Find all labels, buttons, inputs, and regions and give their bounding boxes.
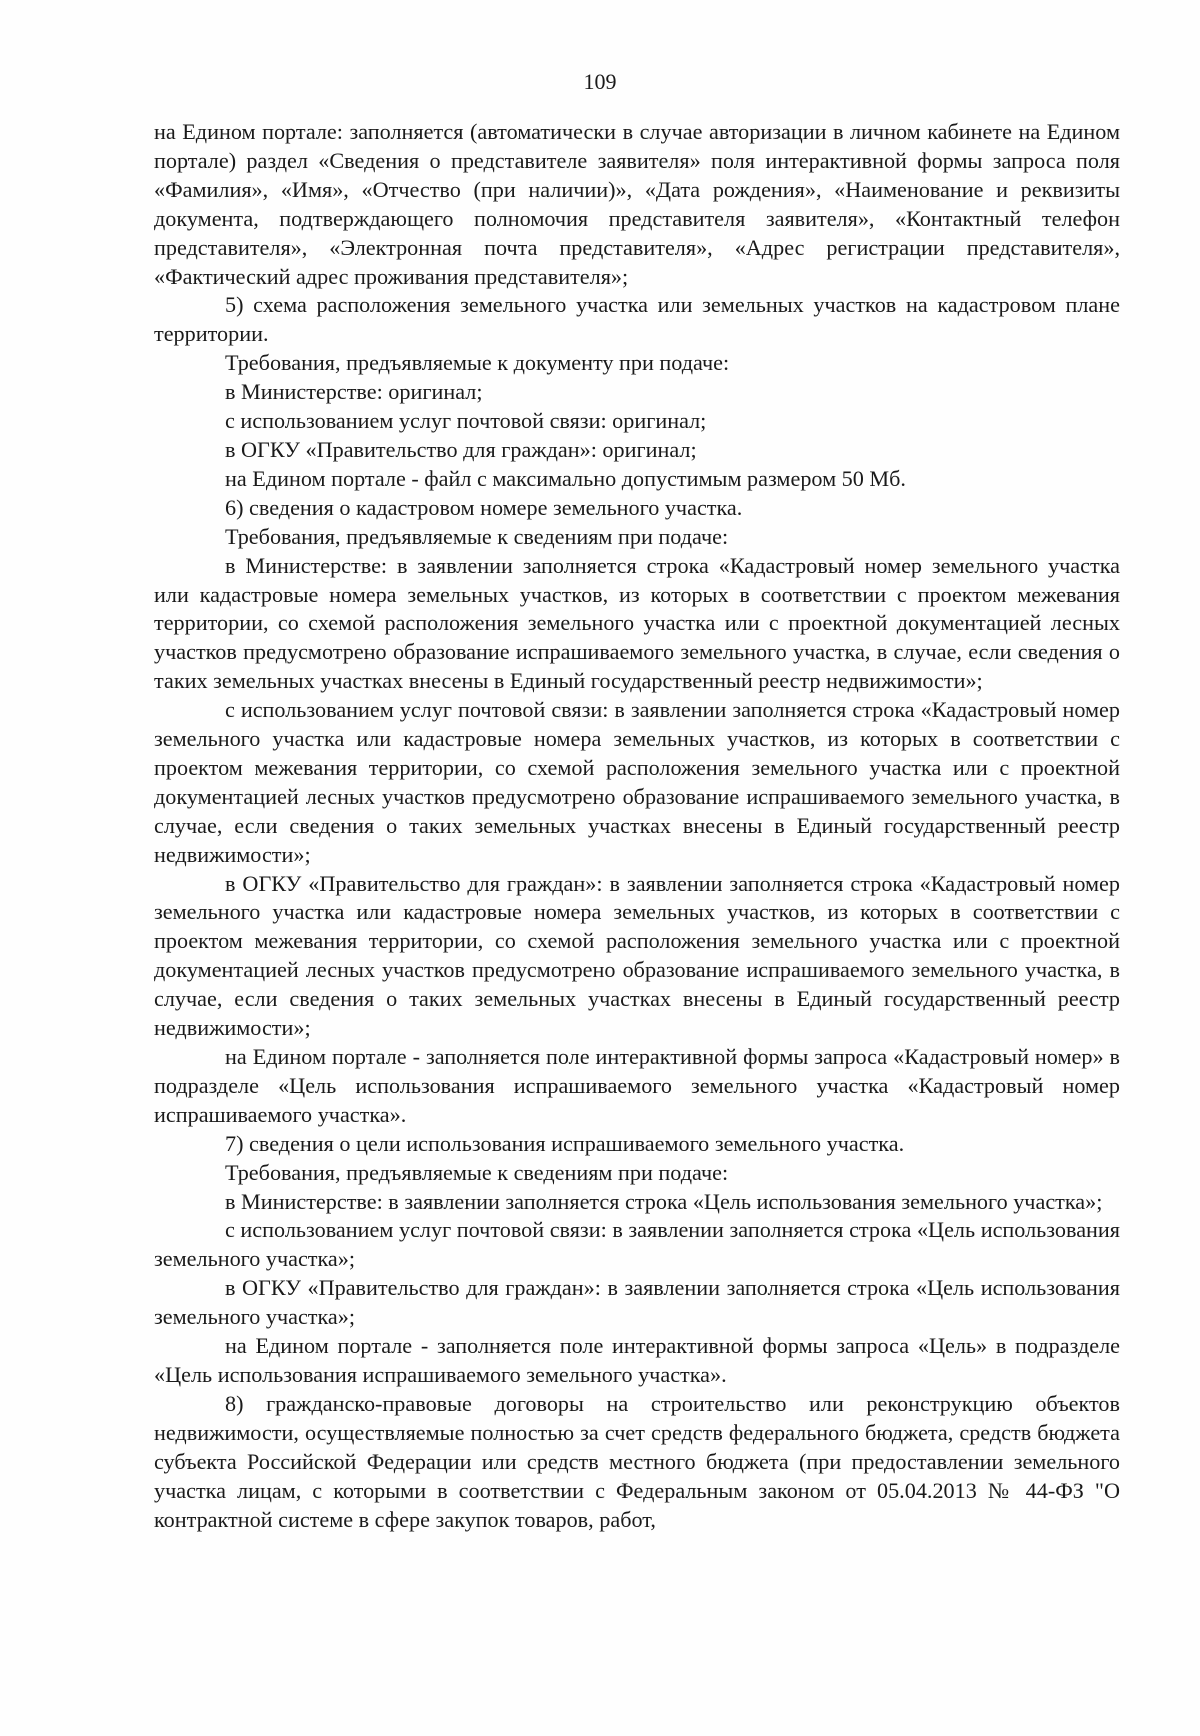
paragraph: 8) гражданско-правовые договоры на строительство или реконструкцию объектов недвижимости, осуществляемые полностью за счет средств федерального бюджета, средств бюджета субъекта Российской Федерации или средств местного бюджета (при предоставлении земельного участка лицам, с которыми в соответствии с Федеральным законом от 05.04.2013 № 44-ФЗ "О контрактной системе в сфере закупок товаров, работ, — [154, 1390, 1120, 1532]
paragraph: Требования, предъявляемые к сведениям при подаче: — [225, 523, 729, 549]
paragraph: в ОГКУ «Правительство для граждан»: в заявлении заполняется строка «Цель использования земельного участка»; — [154, 1275, 1120, 1330]
paragraph: 7) сведения о цели использования испрашиваемого земельного участка. — [225, 1130, 905, 1156]
page-number: 109 — [583, 69, 617, 94]
paragraph: с использованием услуг почтовой связи: в заявлении заполняется строка «Цель использования земельного участка»; — [154, 1217, 1120, 1272]
paragraph: Требования, предъявляемые к документу при подаче: — [225, 350, 730, 376]
paragraph: 5) схема расположения земельного участка или земельных участков на кадастровом плане территории. — [154, 292, 1120, 347]
paragraph: в ОГКУ «Правительство для граждан»: оригинал; — [225, 436, 697, 462]
paragraph: на Едином портале - файл с максимально допустимым размером 50 Мб. — [225, 465, 906, 491]
paragraph: на Едином портале - заполняется поле интерактивной формы запроса «Кадастровый номер» в подразделе «Цель использования испрашиваемого земельного участка «Кадастровый номер испрашиваемого участка». — [154, 1044, 1120, 1127]
document-body — [154, 118, 1120, 1534]
paragraph: Требования, предъявляемые к сведениям при подаче: — [225, 1159, 729, 1185]
paragraph: на Едином портале - заполняется поле интерактивной формы запроса «Цель» в подразделе «Цель использования испрашиваемого земельного участка». — [154, 1333, 1120, 1387]
paragraph: в Министерстве: в заявлении заполняется строка «Кадастровый номер земельного участка или кадастровые номера земельных участков, из которых в соответствии с проектом межевания территории, со схемой расположения земельного участка или с проектной документацией лесных участков предусмотрено образование испрашиваемого земельного участка, в случае, если сведения о таких земельных участках внесены в Единый государственный реестр недвижимости»; — [154, 552, 1120, 694]
paragraph: 6) сведения о кадастровом номере земельного участка. — [225, 494, 743, 520]
paragraph: в Министерстве: оригинал; — [225, 379, 483, 405]
paragraph: с использованием услуг почтовой связи: в заявлении заполняется строка «Кадастровый номер земельного участка или кадастровые номера земельных участков, из которых в соответствии с проектом межевания территории, со схемой расположения земельного участка или с проектной документацией лесных участков предусмотрено образование испрашиваемого земельного участка, в случае, если сведения о таких земельных участках внесены в Единый государственный реестр недвижимости»; — [154, 697, 1120, 867]
paragraph: на Едином портале: заполняется (автоматически в случае авторизации в личном кабинете на Едином портале) раздел «Сведения о представителе заявителя» поля интерактивной формы запроса поля «Фамилия», «Имя», «Отчество (при наличии)», «Дата рождения», «Наименование и реквизиты документа, подтверждающего полномочия представителя заявителя», «Контактный телефон представителя», «Электронная почта представителя», «Адрес регистрации представителя», «Фактический адрес проживания представителя»; — [154, 119, 1120, 289]
paragraph: с использованием услуг почтовой связи: оригинал; — [225, 408, 707, 434]
paragraph: в ОГКУ «Правительство для граждан»: в заявлении заполняется строка «Кадастровый номер земельного участка или кадастровые номера земельных участков, из которых в соответствии с проектом межевания территории, со схемой расположения земельного участка или с проектной документацией лесных участков предусмотрено образование испрашиваемого земельного участка, в случае, если сведения о таких земельных участках внесены в Единый государственный реестр недвижимости»; — [154, 870, 1120, 1041]
paragraph: в Министерстве: в заявлении заполняется строка «Цель использования земельного участка»; — [225, 1188, 1103, 1214]
